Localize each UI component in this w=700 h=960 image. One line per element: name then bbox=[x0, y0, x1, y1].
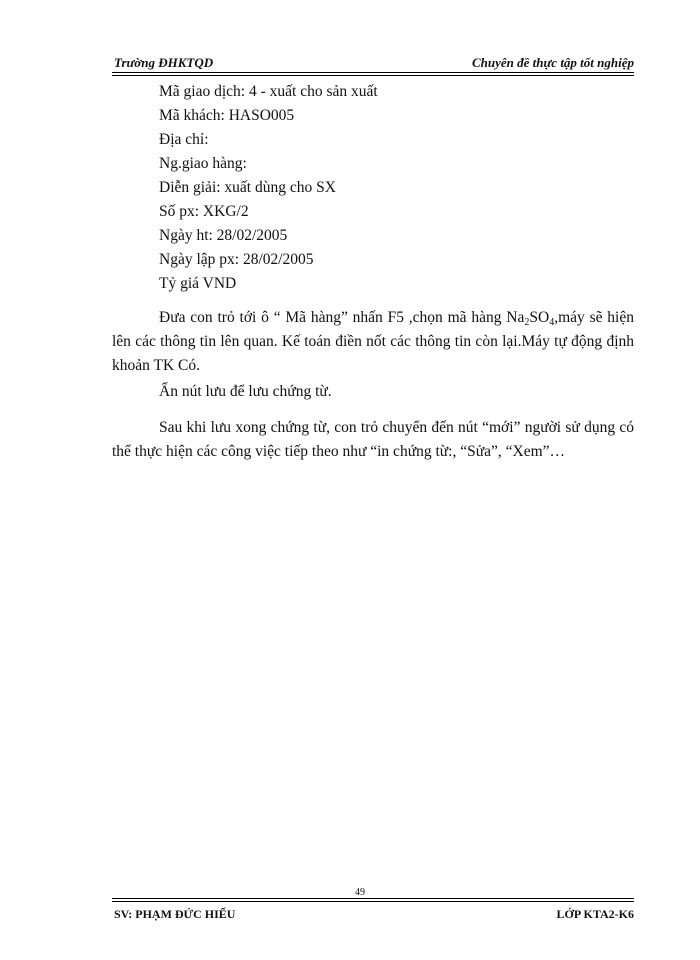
field-issue-number: Số px: XKG/2 bbox=[159, 203, 249, 220]
field-address: Địa chỉ: bbox=[159, 131, 209, 148]
footer-rule bbox=[112, 898, 634, 899]
page-footer bbox=[112, 905, 634, 923]
field-customer-code: Mã khách: HASO005 bbox=[159, 107, 295, 124]
page-number: 49 bbox=[355, 887, 365, 898]
footer-student: SV: PHẠM ĐỨC HIẾU bbox=[114, 907, 236, 921]
field-issue-date: Ngày lập px: 28/02/2005 bbox=[159, 251, 314, 268]
paragraph-next-steps: Sau khi lưu xong chứng từ, con trỏ chuyển đến nút “mới” người sử dụng có thể thực hiện các công việc tiếp theo như “in chứng từ:, “Sửa”, “Xem”… bbox=[112, 419, 634, 460]
footer-rule-2 bbox=[112, 901, 634, 902]
field-exchange-rate: Tỷ giá VND bbox=[159, 275, 237, 292]
footer-class: LỚP KTA2-K6 bbox=[556, 907, 634, 921]
field-posting-date: Ngày ht: 28/02/2005 bbox=[159, 227, 288, 244]
header-rule bbox=[112, 72, 634, 73]
field-transaction-code: Mã giao dịch: 4 - xuất cho sản xuất bbox=[159, 83, 378, 100]
header-rule-2 bbox=[112, 75, 634, 76]
field-deliverer: Ng.giao hàng: bbox=[159, 155, 247, 172]
paragraph-instructions: Đưa con trỏ tới ô “ Mã hàng” nhấn F5 ,chọn mã hàng $Na_2SO_4,máy$ sẽ hiện lên các thông tin lên quan. Kế toán điền nốt các thông tin còn lại.Máy tự động định khoản TK Có. bbox=[112, 309, 634, 374]
header-school: Trường ĐHKTQD bbox=[114, 55, 214, 70]
header-title: Chuyên đề thực tập tốt nghiệp bbox=[472, 55, 634, 70]
paragraph-save: Ấn nút lưu để lưu chứng từ. bbox=[159, 383, 332, 400]
field-description: Diễn giải: xuất dùng cho SX bbox=[159, 179, 336, 196]
page-header bbox=[112, 52, 634, 72]
